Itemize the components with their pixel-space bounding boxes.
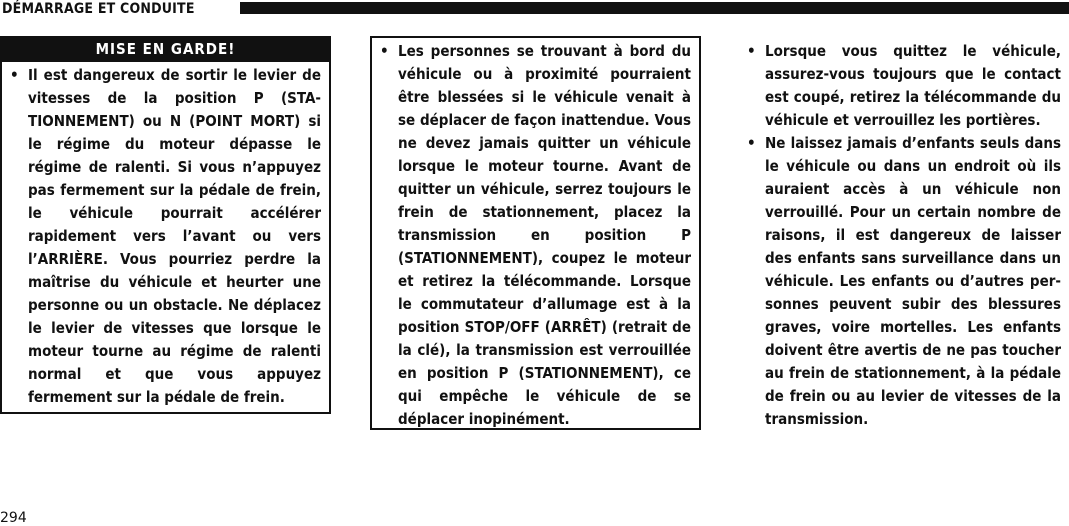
list-item <box>747 132 1061 431</box>
list-item <box>747 40 1061 132</box>
section-title: DÉMARRAGE ET CONDUITE <box>2 1 195 17</box>
bullet-icon: • <box>747 42 756 60</box>
item-text: Ne laissez jamais d’enfants seuls dans le véhicule ou dans un endroit où ils auraient accès à un véhicule non verrouillé. Pour un certain nombre de raisons, il est dangereux de laisser des enfants sans surveillance dans un véhicule. Les enfants ou d’autres personnes peuvent subir des blessures graves, voire mortelles. Les enfants doivent être avertis de ne pas toucher au frein de stationnement, à la pédale de frein ou au levier de vitesses de la transmission. <box>765 134 1061 428</box>
bullet-icon: • <box>380 42 389 60</box>
list-item <box>10 64 321 409</box>
warning-title: MISE EN GARDE! <box>0 36 331 62</box>
item-text: Les personnes se trouvant à bord du véhicule ou à proximité pourraient être blessées si le véhicule venait à se déplacer de façon inattendue. Vous ne devez jamais quitter un véhicule lorsque le moteur tourne. Avant de quitter un véhicule, serrez toujours le frein de stationnement, placez la transmission en position P (STATIONNEMENT), coupez le moteur et retirez la télécommande. Lorsque le commutateur d’allumage est à la position STOP/OFF (ARRÊT) (retrait de la clé), la transmission est verrouillée en position P (STATIONNEMENT), ce qui empêche le véhicule de se déplacer inopinément. <box>398 42 691 428</box>
page-header <box>0 0 1069 18</box>
bullet-icon: • <box>10 66 19 84</box>
warning-text-col-3 <box>747 40 1061 431</box>
header-rule <box>240 2 1069 14</box>
list-item <box>380 40 691 431</box>
page-number: 294 <box>0 510 27 526</box>
item-text: Lorsque vous quittez le véhicule, assurez-vous toujours que le contact est coupé, retirez la télécommande du véhicule et verrouillez les portières. <box>765 42 1061 129</box>
warning-text-col-1 <box>10 64 321 409</box>
warning-text-col-2 <box>380 40 691 431</box>
item-text: Il est dangereux de sortir le levier de vitesses de la position P (STATIONNEMENT) ou N (POINT MORT) si le régime du moteur dépasse le régime de ralenti. Si vous n’appuyez pas fermement sur la pédale de frein, le véhicule pourrait accélérer rapidement vers l’avant ou vers l’ARRIÈRE. Vous pourriez perdre la maîtrise du véhicule et heurter une personne ou un obstacle. Ne déplacez le levier de vitesses que lorsque le moteur tourne au régime de ralenti normal et que vous appuyez fermement sur la pédale de frein. <box>28 66 321 406</box>
bullet-icon: • <box>747 134 756 152</box>
